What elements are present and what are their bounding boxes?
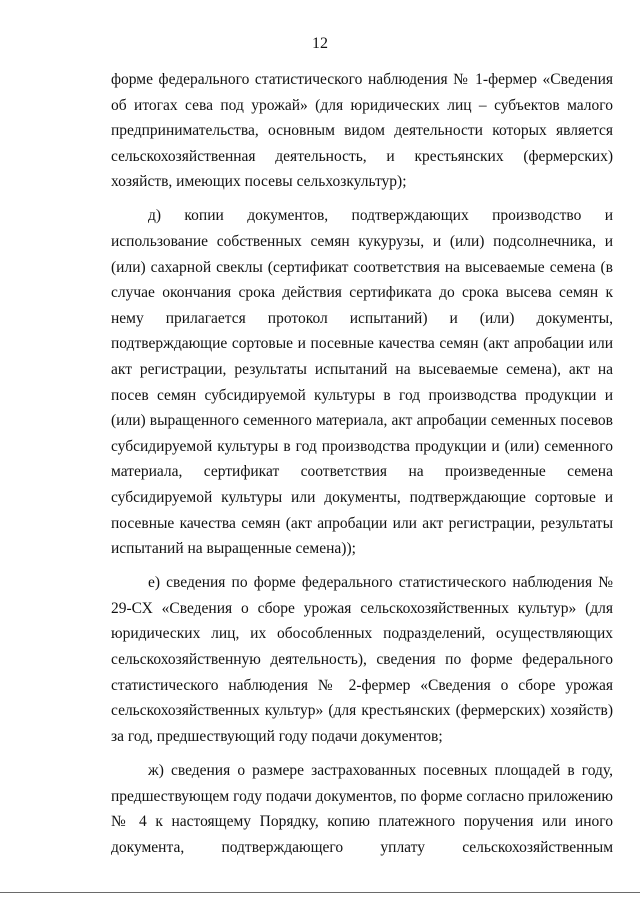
paragraph-zh: ж) сведения о размере застрахованных посевных площадей в году, предшествующем году подачи документов, по форме согласно приложению № 4 к настоящему Порядку, копию платежного поручения или иного документа, подтверждающего уплату сельскохозяйственным [111,761,613,856]
paragraph-e: е) сведения по форме федерального статистического наблюдения № 29-СХ «Сведения о сборе урожая сельскохозяйственных культур» (для юридических лиц, их обособленных подразделений, осуществляющих сельскохозяйственную деятельность), сведения по форме федерального статистического наблюдения № 2-фермер «Сведения о сборе урожая сельскохозяйственных культур» (для крестьянских (фермерских) хозяйств) за год, предшествующий году подачи документов; [111,574,613,745]
page-number: 12 [312,35,328,52]
paragraph-d: д) копии документов, подтверждающих производство и использование собственных семян кукурузы, и (или) подсолнечника, и (или) сахарной свеклы (сертификат соответствия на высеваемые семена (в случае окончания срока действия сертификата до срока высева семян к нему прилагается протокол испытаний) и (или) документы, подтверждающие сортовые и посевные качества семян (акт апробации или акт регистрации, результаты испытаний на высеваемые семена), акт на посев семян субсидируемой культуры в год производства продукции и (или) выращенного семенного материала, акт апробации семенных посевов субсидируемой культуры в год производства продукции и (или) семенного материала, сертификат соответствия на произведенные семена субсидируемой культуры или документы, подтверждающие сортовые и посевные качества семян (акт апробации или акт регистрации, результаты испытаний на выращенные семена)); [111,207,613,558]
paragraph-continuation: форме федерального статистического наблюдения № 1-фермер «Сведения об итогах сева под урожай» (для юридических лиц – субъектов малого предпринимательства, основным видом деятельности которых является сельскохозяйственная деятельность, и крестьянских (фермерских) хозяйств, имеющих посевы сельхозкультур); [111,71,613,191]
scan-edge-line [0,892,640,893]
document-body [111,67,613,860]
